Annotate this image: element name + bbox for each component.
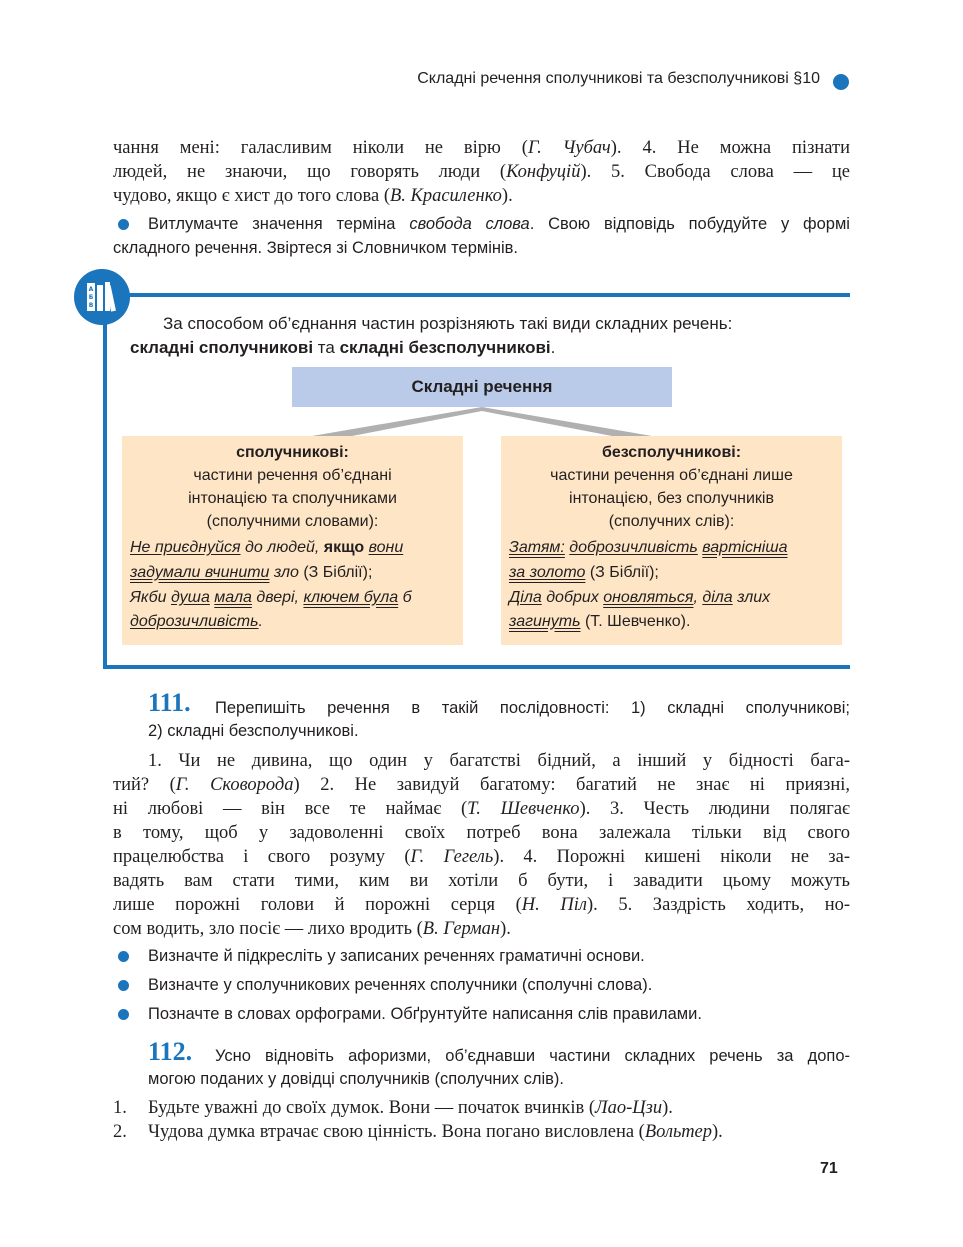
theory-text-line-2: складні сполучникові та складні безсполучникові.	[130, 338, 556, 357]
card-example-line: Затям: доброзичливість вартісніша	[509, 539, 788, 556]
card-example-line: Не приєднуйся до людей, якщо вони	[130, 539, 404, 556]
card-example-line: за золото (З Біблії);	[509, 564, 659, 581]
exercise-112-item: Чудова думка втрачає свою цінність. Вона погано висловлена (Вольтер).	[148, 1122, 723, 1142]
exercise-111-text-line: лише порожні голови й порожні серця (Н. Піл). 5. Заздрість ходить, но-	[113, 895, 851, 915]
theory-frame-left	[103, 293, 107, 669]
card-definition-line: частини речення об’єднані лише	[550, 467, 793, 484]
running-header: Складні речення сполучникові та безсполучникові §10	[417, 70, 820, 87]
theory-text-line-1: За способом об’єднання частин розрізняють такі види складних речень:	[163, 314, 733, 333]
intro-line-2: людей, не знаючи, що говорять люди (Конфуцій). 5. Свобода слова — це	[113, 162, 850, 182]
exercise-111-number: 111.	[148, 688, 191, 717]
card-definition-line: інтонацією та сполучниками	[188, 490, 397, 507]
bullet-icon	[118, 980, 129, 991]
diagram-title-box: Складні речення	[292, 367, 672, 407]
exercise-111-bullet: Позначте в словах орфограми. Обґрунтуйте написання слів правилами.	[148, 1005, 702, 1023]
theory-frame-bottom	[103, 665, 850, 669]
exercise-111-text-line: 1. Чи не дивина, що один у багатстві бідний, а інший у бідності бага-	[148, 751, 850, 771]
exercise-111-bullet: Визначте й підкресліть у записаних реченнях граматичні основи.	[148, 947, 645, 965]
conjunctive-card	[122, 436, 463, 645]
exercise-111-text-line: працелюбства і свого розуму (Г. Гегель). 4. Порожні кишені ніколи не за-	[113, 847, 850, 867]
card-definition-line: частини речення об’єднані	[193, 467, 392, 484]
theory-frame-top	[103, 293, 850, 297]
asyndetic-card	[501, 436, 842, 645]
page-number: 71	[820, 1160, 838, 1177]
bullet-icon	[118, 219, 129, 230]
card-title: безсполучникові:	[601, 444, 742, 461]
card-example-line: загинуть (Т. Шевченко).	[509, 613, 691, 630]
exercise-111-task-line-1: Перепишіть речення в такій послідовності: 1) складні сполучникові;	[215, 699, 850, 717]
bullet-icon	[118, 951, 129, 962]
exercise-111-text-line: тий? (Г. Сковорода) 2. Не завидуй багатому: багатий не знає ні приязні,	[113, 775, 851, 795]
intro-line-3: чудово, якщо є хист до того слова (В. Красиленко).	[113, 186, 513, 206]
card-definition-line: (сполучних слів):	[608, 513, 735, 530]
exercise-111-bullet: Визначте у сполучникових реченнях сполучники (сполучні слова).	[148, 976, 653, 994]
exercise-112-item-number: 1.	[113, 1098, 127, 1118]
header-dot-icon	[833, 74, 849, 90]
card-example-line: задумали вчинити зло (З Біблії);	[130, 564, 373, 581]
svg-text:А: А	[88, 286, 94, 293]
exercise-111-text-line: ні любові — він все те наймає (Т. Шевченко). 3. Честь людини полягає	[113, 799, 850, 819]
exercise-112-number: 112.	[148, 1037, 193, 1066]
exercise-111-task-line-2: 2) складні безсполучникові.	[148, 722, 359, 740]
card-title: сполучникові:	[236, 444, 349, 461]
books-icon	[74, 269, 130, 325]
exercise-112-task-line-2: могою поданих у довідці сполучників (сполучних слів).	[148, 1070, 564, 1088]
exercise-111-text-line: вадять вам стати тими, ким ви хотіли б бути, і завадити цьому можуть	[113, 871, 850, 891]
task-intro-line-1: Витлумачте значення терміна свобода слова. Свою відповідь побудуйте у формі	[148, 215, 850, 233]
card-definition-line: інтонацією, без сполучників	[569, 490, 774, 507]
diagram-connector	[292, 407, 672, 437]
exercise-112-task-line-1: Усно відновіть афоризми, об’єднавши частини складних речень за допо-	[215, 1047, 850, 1065]
bullet-icon	[118, 1009, 129, 1020]
card-example-line: Якби душа мала двері, ключем була б	[130, 589, 412, 606]
task-intro-line-2: складного речення. Звіртеся зі Словничком термінів.	[113, 239, 519, 257]
svg-text:Б: Б	[88, 294, 94, 301]
exercise-112-item: Будьте уважні до своїх думок. Вони — початок вчинків (Лао-Цзи).	[148, 1098, 673, 1118]
exercise-111-text-line: сом водить, зло посіє — лихо вродить (В. Герман).	[113, 919, 511, 939]
card-example-line: Діла добрих оновляться, діла злих	[509, 589, 771, 606]
exercise-112-item-number: 2.	[113, 1122, 127, 1142]
svg-text:В: В	[88, 302, 94, 309]
intro-line-1: чання мені: галасливим ніколи не вірю (Г. Чубач). 4. Не можна пізнати	[113, 138, 851, 158]
card-definition-line: (сполучними словами):	[206, 513, 379, 530]
exercise-111-text-line: в тому, щоб у задоволенні своїх потреб вона залежала тільки від свого	[113, 823, 850, 843]
card-example-line: доброзичливість.	[130, 613, 263, 630]
